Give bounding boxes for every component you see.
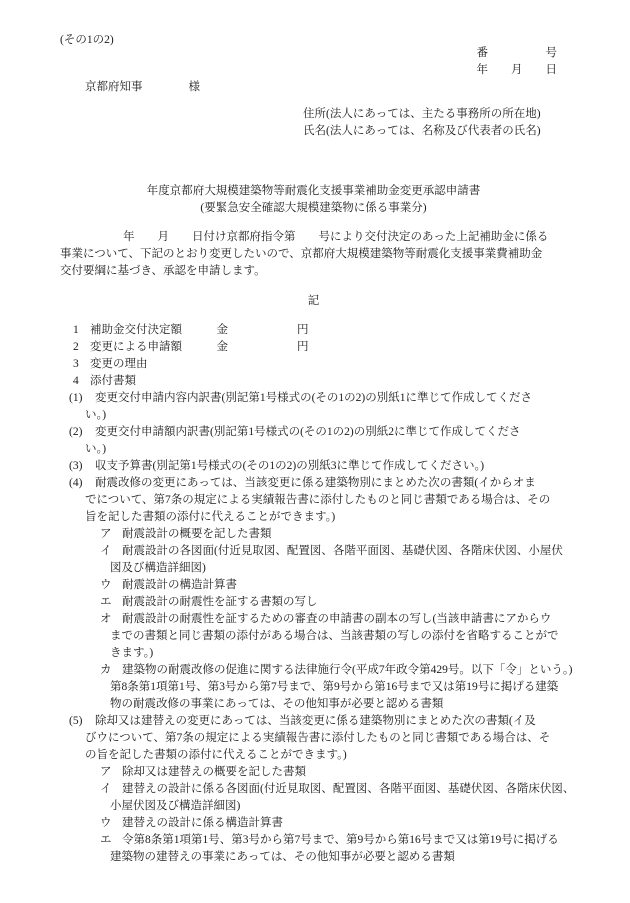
- item-first-line: [60, 662, 573, 679]
- list-item: [60, 764, 567, 781]
- item-continuation-line: い。): [85, 443, 107, 455]
- item-first-line: [60, 543, 567, 560]
- item-text: 耐震設計の概要を記した書類: [122, 528, 272, 540]
- item-text: 変更交付申請額内訳書(別記第1号様式の(その1の2)の別紙2に準じて作成してくださ: [95, 426, 521, 438]
- record-heading: 記: [307, 295, 320, 307]
- item-text: 耐震設計の構造計算書: [122, 579, 237, 591]
- item-first-line: [60, 815, 567, 832]
- list-item: [60, 815, 567, 832]
- item-first-line: [60, 594, 567, 611]
- item-continuation-line: 建築物の建替えの事業にあっては、その他知事が必要と認める書類: [110, 851, 455, 863]
- item-first-line: [60, 475, 567, 492]
- intro-line: 事業について、下記のとおり変更したいので、京都府大規模建築物等耐震化支援事業費補助金: [60, 248, 543, 260]
- item-marker: ウ: [100, 817, 112, 829]
- list-item: [60, 832, 567, 866]
- item-text: 建築物の耐震改修の促進に関する法律施行令(平成7年政令第429号。以下「令」という。): [122, 664, 573, 676]
- list-item: [60, 662, 573, 713]
- item-text: 収支予算書(別記第1号様式の(その1の2)の別紙3に準じて作成してください。): [95, 460, 485, 472]
- list-item: [60, 373, 567, 390]
- item-continuation-line: きます。): [110, 647, 154, 659]
- item-continuation-line: い。): [85, 409, 107, 421]
- applicant-name-label: 氏名(法人にあっては、名称及び代表者の氏名): [303, 125, 541, 137]
- list-item: [60, 322, 567, 339]
- item-text: 建替えの設計に係る各図面(付近見取図、配置図、各階平面図、基礎伏図、各階床伏図、: [122, 783, 575, 795]
- item-marker: (1): [69, 392, 83, 404]
- item-text: 耐震改修の変更にあっては、当該変更に係る建築物別にまとめた次の書類(イからオま: [95, 477, 536, 489]
- item-text: 除却又は建替えの概要を記した書類: [122, 766, 306, 778]
- item-first-line: [60, 322, 567, 339]
- item-first-line: [60, 713, 567, 730]
- item-marker: ア: [100, 528, 112, 540]
- document-date-line: 年 月 日: [476, 64, 557, 76]
- item-text: 添付書類: [90, 375, 136, 387]
- item-text: 変更交付申請内容内訳書(別記第1号様式の(その1の2)の別紙1に準じて作成してくださ: [95, 392, 532, 404]
- item-text: 除却又は建替えの変更にあっては、当該変更に係る建築物別にまとめた次の書類(イ及: [95, 715, 536, 727]
- list-item: [60, 356, 567, 373]
- item-first-line: [60, 832, 567, 849]
- item-first-line: [60, 373, 567, 390]
- list-item: [60, 713, 567, 764]
- item-marker: エ: [100, 834, 112, 846]
- intro-line: 交付要綱に基づき、承認を申請します。: [60, 265, 266, 277]
- item-first-line: [60, 526, 567, 543]
- item-continuation-line: 物の耐震改修の事業にあっては、その他知事が必要と認める書類: [110, 698, 444, 710]
- item-first-line: [60, 390, 567, 407]
- item-text: 耐震設計の各図面(付近見取図、配置図、各階平面図、基礎伏図、各階床伏図、小屋伏: [122, 545, 563, 557]
- addressee-line: 京都府知事 様: [85, 81, 200, 93]
- item-marker: 3: [73, 358, 79, 370]
- item-text: 補助金交付決定額 金 円: [90, 324, 309, 336]
- item-continuation-line: 第8条第1項第1号、第3号から第7号まで、第9号から第16号まで又は第19号に掲げる建築: [110, 681, 559, 693]
- list-item: [60, 390, 567, 424]
- item-text: 変更の理由: [90, 358, 148, 370]
- item-first-line: [60, 339, 567, 356]
- document-title: 年度京都府大規模建築物等耐震化支援事業補助金変更承認申請書: [146, 185, 481, 197]
- item-marker: ア: [100, 766, 112, 778]
- item-marker: イ: [100, 783, 112, 795]
- item-continuation-line: までの書類と同じ書類の添付がある場合は、当該書類の写しの添付を省略することがで: [110, 630, 559, 642]
- item-marker: 4: [73, 375, 79, 387]
- item-first-line: [60, 577, 567, 594]
- item-first-line: [60, 764, 567, 781]
- item-marker: エ: [100, 596, 112, 608]
- item-marker: (4): [69, 477, 83, 489]
- item-marker: オ: [100, 613, 112, 625]
- item-continuation-line: 小屋伏図及び構造詳細図): [110, 800, 241, 812]
- list-item: [60, 458, 567, 475]
- intro-line: 年 月 日付け京都府指令第 号により交付決定のあった上記補助金に係る: [123, 231, 549, 243]
- list-item: [60, 475, 567, 526]
- list-item: [60, 424, 567, 458]
- document-number-line: 番 号: [476, 47, 557, 59]
- item-marker: 1: [73, 324, 79, 336]
- list-item: [60, 594, 567, 611]
- reference-block: [60, 45, 567, 79]
- item-continuation-line: でについて、第7条の規定による実績報告書に添付したものと同じ書類である場合は、その: [85, 494, 551, 506]
- form-variant-tag: (その1の2): [60, 34, 114, 46]
- list-item: [60, 339, 567, 356]
- item-first-line: [60, 458, 567, 475]
- item-text: 変更による申請額 金 円: [90, 341, 309, 353]
- item-first-line: [60, 356, 567, 373]
- item-continuation-line: 旨を記した書類の添付に代えることができます。): [85, 511, 336, 523]
- item-continuation-line: の旨を記した書類の添付に代えることができます。): [85, 749, 347, 761]
- item-marker: 2: [73, 341, 79, 353]
- item-marker: ウ: [100, 579, 112, 591]
- item-text: 令第8条第1項第1号、第3号から第7号まで、第9号から第16号まで又は第19号に掲げる: [122, 834, 559, 846]
- item-first-line: [60, 611, 567, 628]
- item-continuation-line: びウについて、第7条の規定による実績報告書に添付したものと同じ書類である場合は、そ: [85, 732, 551, 744]
- item-marker: イ: [100, 545, 112, 557]
- list-item: [60, 781, 575, 815]
- document-subtitle: (要緊急安全確認大規模建築物に係る事業分): [200, 202, 427, 214]
- applicant-block: [303, 106, 567, 140]
- applicant-address-label: 住所(法人にあっては、主たる事務所の所在地): [303, 108, 541, 120]
- item-text: 耐震設計の耐震性を証するための審査の申請書の副本の写し(当該申請書にアからウ: [122, 613, 552, 625]
- item-text: 建替えの設計に係る構造計算書: [122, 817, 283, 829]
- list-item: [60, 577, 567, 594]
- item-marker: (2): [69, 426, 83, 438]
- item-marker: (5): [69, 715, 83, 727]
- list-item: [60, 526, 567, 543]
- list-item: [60, 611, 567, 662]
- item-first-line: [60, 424, 567, 441]
- item-text: 耐震設計の耐震性を証する書類の写し: [122, 596, 318, 608]
- item-marker: (3): [69, 460, 83, 472]
- list-item: [60, 543, 567, 577]
- intro-paragraph: [60, 229, 567, 280]
- item-continuation-line: 図及び構造詳細図): [110, 562, 206, 574]
- item-first-line: [60, 781, 575, 798]
- item-marker: カ: [100, 664, 112, 676]
- attachment-list: [60, 322, 575, 866]
